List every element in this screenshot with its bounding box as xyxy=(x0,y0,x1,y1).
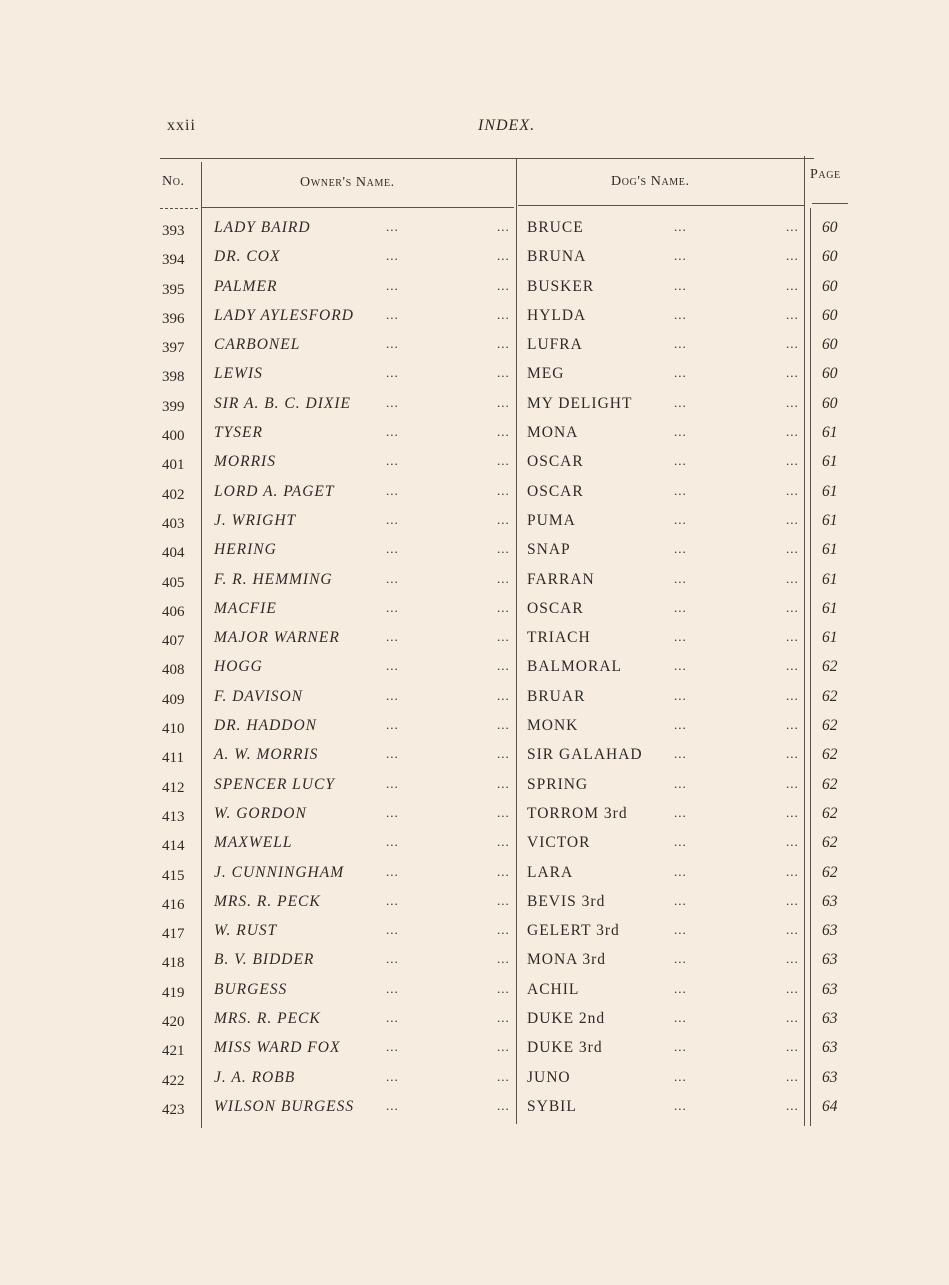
dog-leader-dots-end: ... xyxy=(786,482,799,498)
dog-name: OSCAR xyxy=(527,599,584,617)
dog-name: SIR GALAHAD xyxy=(527,746,643,764)
page-number: 61 xyxy=(822,541,838,559)
page-number: 60 xyxy=(822,248,838,266)
table-row xyxy=(0,918,949,947)
dog-leader-dots-end: ... xyxy=(786,892,799,908)
owner-name: DR. HADDON xyxy=(214,717,317,735)
owner-name: LEWIS xyxy=(214,365,263,383)
page-number: 60 xyxy=(822,394,838,412)
dog-leader-dots-end: ... xyxy=(786,306,799,322)
owner-leader-dots: ... xyxy=(386,424,399,440)
owner-leader-dots: ... xyxy=(386,482,399,498)
owner-leader-dots: ... xyxy=(386,306,399,322)
entry-number: 416 xyxy=(162,896,185,913)
page-number: 63 xyxy=(822,892,838,910)
entry-number: 422 xyxy=(162,1072,185,1089)
table-row xyxy=(0,801,949,830)
dog-leader-dots: ... xyxy=(674,717,687,733)
dog-name: HYLDA xyxy=(527,306,587,324)
owner-leader-dots-end: ... xyxy=(497,629,510,645)
owner-leader-dots: ... xyxy=(386,1068,399,1084)
dog-name: MEG xyxy=(527,365,565,383)
dog-name: FARRAN xyxy=(527,570,595,588)
dog-leader-dots-end: ... xyxy=(786,248,799,264)
entry-number: 410 xyxy=(162,721,185,738)
table-row xyxy=(0,303,949,332)
dog-leader-dots: ... xyxy=(674,599,687,615)
owner-leader-dots-end: ... xyxy=(497,1097,510,1113)
page-folio: xxii xyxy=(167,117,196,134)
dog-leader-dots-end: ... xyxy=(786,687,799,703)
entry-number: 412 xyxy=(162,779,185,796)
table-row xyxy=(0,508,949,537)
owner-name: F. DAVISON xyxy=(214,687,304,705)
table-row xyxy=(0,947,949,976)
dog-leader-dots-end: ... xyxy=(786,922,799,938)
page-number: 62 xyxy=(822,863,838,881)
page-number: 62 xyxy=(822,804,838,822)
dog-name: MONA xyxy=(527,424,579,442)
dog-name: JUNO xyxy=(527,1068,571,1086)
entry-number: 415 xyxy=(162,867,185,884)
owner-leader-dots-end: ... xyxy=(497,892,510,908)
page-number: 61 xyxy=(822,424,838,442)
dog-name: GELERT 3rd xyxy=(527,922,620,940)
dog-leader-dots: ... xyxy=(674,746,687,762)
dog-name: PUMA xyxy=(527,511,576,529)
table-row xyxy=(0,244,949,273)
dog-name: VICTOR xyxy=(527,834,591,852)
entry-number: 395 xyxy=(162,281,185,298)
page-number: 61 xyxy=(822,511,838,529)
owner-leader-dots: ... xyxy=(386,775,399,791)
dog-leader-dots-end: ... xyxy=(786,863,799,879)
owner-leader-dots-end: ... xyxy=(497,511,510,527)
entry-number: 421 xyxy=(162,1043,185,1060)
owner-name: SIR A. B. C. DIXIE xyxy=(214,394,351,412)
table-row xyxy=(0,1065,949,1094)
dog-leader-dots-end: ... xyxy=(786,1010,799,1026)
owner-leader-dots-end: ... xyxy=(497,277,510,293)
table-top-rule xyxy=(160,158,814,159)
page-header-rule xyxy=(812,203,848,204)
page-number: 63 xyxy=(822,951,838,969)
dog-leader-dots-end: ... xyxy=(786,365,799,381)
page-number: 62 xyxy=(822,746,838,764)
entry-number: 393 xyxy=(162,223,185,239)
page-number: 60 xyxy=(822,336,838,354)
dog-name: OSCAR xyxy=(527,453,584,471)
page-number: 62 xyxy=(822,658,838,676)
dog-name: MY DELIGHT xyxy=(527,394,633,412)
owner-leader-dots-end: ... xyxy=(497,570,510,586)
owner-leader-dots-end: ... xyxy=(497,453,510,469)
page-number: 64 xyxy=(822,1097,838,1115)
column-header-dog: Dog's Name. xyxy=(611,174,690,189)
owner-name: MISS WARD FOX xyxy=(214,1039,341,1057)
owner-leader-dots-end: ... xyxy=(497,248,510,264)
dog-leader-dots: ... xyxy=(674,834,687,850)
entry-number: 405 xyxy=(162,574,185,591)
page-number: 62 xyxy=(822,687,838,705)
no-header-rule xyxy=(160,208,198,209)
dog-leader-dots-end: ... xyxy=(786,336,799,352)
owner-leader-dots: ... xyxy=(386,541,399,557)
dog-name: MONA 3rd xyxy=(527,951,607,969)
owner-leader-dots: ... xyxy=(386,658,399,674)
dog-leader-dots-end: ... xyxy=(786,570,799,586)
dog-leader-dots-end: ... xyxy=(786,1039,799,1055)
dog-leader-dots: ... xyxy=(674,277,687,293)
owner-leader-dots: ... xyxy=(386,804,399,820)
table-row xyxy=(0,391,949,420)
dog-leader-dots: ... xyxy=(674,922,687,938)
dog-leader-dots: ... xyxy=(674,980,687,996)
dog-leader-dots: ... xyxy=(674,892,687,908)
owner-leader-dots: ... xyxy=(386,394,399,410)
owner-name: DR. COX xyxy=(214,248,281,266)
index-table-body xyxy=(0,215,949,1123)
dog-leader-dots-end: ... xyxy=(786,1068,799,1084)
page-number: 61 xyxy=(822,599,838,617)
table-row xyxy=(0,567,949,596)
table-row xyxy=(0,1035,949,1064)
dog-name: BRUAR xyxy=(527,687,586,705)
owner-name: MAJOR WARNER xyxy=(214,629,340,647)
owner-name: A. W. MORRIS xyxy=(214,746,319,764)
page-number: 61 xyxy=(822,629,838,647)
entry-number: 401 xyxy=(162,457,185,474)
dog-leader-dots-end: ... xyxy=(786,599,799,615)
owner-leader-dots: ... xyxy=(386,219,399,234)
owner-leader-dots: ... xyxy=(386,687,399,703)
dog-leader-dots-end: ... xyxy=(786,394,799,410)
dog-leader-dots: ... xyxy=(674,511,687,527)
table-row xyxy=(0,772,949,801)
owner-leader-dots-end: ... xyxy=(497,658,510,674)
page-number: 63 xyxy=(822,1068,838,1086)
dog-name: DUKE 3rd xyxy=(527,1039,603,1057)
dog-leader-dots: ... xyxy=(674,453,687,469)
dog-name: BRUNA xyxy=(527,248,587,266)
dog-leader-dots: ... xyxy=(674,775,687,791)
dog-name: SYBIL xyxy=(527,1097,577,1115)
entry-number: 423 xyxy=(162,1101,185,1118)
table-row xyxy=(0,742,949,771)
dog-name: SPRING xyxy=(527,775,589,793)
dog-name: BALMORAL xyxy=(527,658,622,676)
owner-leader-dots: ... xyxy=(386,1010,399,1026)
dog-leader-dots-end: ... xyxy=(786,511,799,527)
owner-leader-dots: ... xyxy=(386,863,399,879)
dog-name: OSCAR xyxy=(527,482,584,500)
dog-name: TRIACH xyxy=(527,629,591,647)
owner-leader-dots: ... xyxy=(386,1039,399,1055)
dog-header-rule xyxy=(518,205,804,206)
dog-leader-dots-end: ... xyxy=(786,804,799,820)
owner-leader-dots-end: ... xyxy=(497,482,510,498)
owner-leader-dots: ... xyxy=(386,599,399,615)
owner-leader-dots-end: ... xyxy=(497,306,510,322)
owner-name: HOGG xyxy=(214,658,263,676)
owner-name: MAXWELL xyxy=(214,834,293,852)
owner-leader-dots-end: ... xyxy=(497,1039,510,1055)
owner-leader-dots-end: ... xyxy=(497,980,510,996)
dog-leader-dots: ... xyxy=(674,1068,687,1084)
owner-leader-dots: ... xyxy=(386,277,399,293)
dog-leader-dots-end: ... xyxy=(786,717,799,733)
entry-number: 394 xyxy=(162,252,185,269)
dog-leader-dots-end: ... xyxy=(786,775,799,791)
entry-number: 397 xyxy=(162,340,185,357)
table-row xyxy=(0,977,949,1006)
dog-leader-dots-end: ... xyxy=(786,629,799,645)
table-row xyxy=(0,684,949,713)
owner-name: LADY BAIRD xyxy=(214,219,311,236)
dog-leader-dots: ... xyxy=(674,424,687,440)
owner-name: HERING xyxy=(214,541,277,559)
column-header-no: No. xyxy=(162,174,185,189)
dog-leader-dots: ... xyxy=(674,1039,687,1055)
table-row xyxy=(0,596,949,625)
entry-number: 398 xyxy=(162,369,185,386)
owner-name: MORRIS xyxy=(214,453,276,471)
dog-name: ACHIL xyxy=(527,980,580,998)
dog-leader-dots: ... xyxy=(674,570,687,586)
owner-leader-dots: ... xyxy=(386,717,399,733)
owner-name: WILSON BURGESS xyxy=(214,1097,355,1115)
table-row xyxy=(0,713,949,742)
dog-leader-dots-end: ... xyxy=(786,541,799,557)
owner-name: J. A. ROBB xyxy=(214,1068,296,1086)
owner-leader-dots: ... xyxy=(386,365,399,381)
owner-name: F. R. HEMMING xyxy=(214,570,333,588)
table-row xyxy=(0,860,949,889)
page-number: 60 xyxy=(822,277,838,295)
dog-name: BRUCE xyxy=(527,219,584,236)
owner-name: SPENCER LUCY xyxy=(214,775,335,793)
page-number: 63 xyxy=(822,922,838,940)
owner-header-rule xyxy=(202,207,514,208)
entry-number: 409 xyxy=(162,691,185,708)
dog-name: DUKE 2nd xyxy=(527,1010,606,1028)
entry-number: 404 xyxy=(162,545,185,562)
owner-leader-dots-end: ... xyxy=(497,394,510,410)
table-row xyxy=(0,537,949,566)
dog-leader-dots: ... xyxy=(674,482,687,498)
owner-leader-dots-end: ... xyxy=(497,804,510,820)
dog-name: MONK xyxy=(527,717,579,735)
owner-leader-dots: ... xyxy=(386,629,399,645)
dog-name: LARA xyxy=(527,863,574,881)
owner-leader-dots-end: ... xyxy=(497,336,510,352)
owner-leader-dots-end: ... xyxy=(497,922,510,938)
dog-leader-dots-end: ... xyxy=(786,658,799,674)
entry-number: 418 xyxy=(162,955,185,972)
owner-name: CARBONEL xyxy=(214,336,301,354)
dog-name: LUFRA xyxy=(527,336,583,354)
dog-leader-dots-end: ... xyxy=(786,746,799,762)
table-row xyxy=(0,1094,949,1123)
owner-leader-dots-end: ... xyxy=(497,599,510,615)
owner-leader-dots-end: ... xyxy=(497,717,510,733)
dog-name: BEVIS 3rd xyxy=(527,892,606,910)
dog-leader-dots: ... xyxy=(674,365,687,381)
owner-leader-dots: ... xyxy=(386,951,399,967)
owner-leader-dots-end: ... xyxy=(497,219,510,234)
owner-leader-dots-end: ... xyxy=(497,1010,510,1026)
entry-number: 399 xyxy=(162,398,185,415)
page-number: 60 xyxy=(822,219,838,236)
dog-leader-dots-end: ... xyxy=(786,424,799,440)
dog-leader-dots: ... xyxy=(674,248,687,264)
page-number: 62 xyxy=(822,834,838,852)
owner-leader-dots: ... xyxy=(386,570,399,586)
owner-leader-dots-end: ... xyxy=(497,687,510,703)
owner-name: J. WRIGHT xyxy=(214,511,297,529)
owner-name: B. V. BIDDER xyxy=(214,951,315,969)
dog-leader-dots: ... xyxy=(674,1010,687,1026)
owner-name: LORD A. PAGET xyxy=(214,482,335,500)
owner-name: MRS. R. PECK xyxy=(214,892,321,910)
page-number: 61 xyxy=(822,482,838,500)
entry-number: 417 xyxy=(162,926,185,943)
owner-leader-dots: ... xyxy=(386,1097,399,1113)
page-number: 62 xyxy=(822,775,838,793)
entry-number: 411 xyxy=(162,750,184,767)
dog-leader-dots: ... xyxy=(674,394,687,410)
dog-leader-dots-end: ... xyxy=(786,834,799,850)
page-title: INDEX. xyxy=(478,117,536,134)
dog-leader-dots: ... xyxy=(674,863,687,879)
owner-leader-dots-end: ... xyxy=(497,746,510,762)
entry-number: 419 xyxy=(162,984,185,1001)
dog-leader-dots: ... xyxy=(674,541,687,557)
page-number: 62 xyxy=(822,717,838,735)
dog-leader-dots: ... xyxy=(674,219,687,234)
owner-name: LADY AYLESFORD xyxy=(214,306,354,324)
owner-leader-dots: ... xyxy=(386,980,399,996)
entry-number: 414 xyxy=(162,838,185,855)
entry-number: 407 xyxy=(162,633,185,650)
owner-name: MACFIE xyxy=(214,599,277,617)
table-row xyxy=(0,479,949,508)
dog-leader-dots-end: ... xyxy=(786,453,799,469)
owner-name: J. CUNNINGHAM xyxy=(214,863,345,881)
owner-name: BURGESS xyxy=(214,980,288,998)
table-row xyxy=(0,332,949,361)
dog-leader-dots: ... xyxy=(674,629,687,645)
owner-name: W. GORDON xyxy=(214,804,307,822)
dog-leader-dots: ... xyxy=(674,1097,687,1113)
owner-leader-dots-end: ... xyxy=(497,424,510,440)
owner-leader-dots: ... xyxy=(386,453,399,469)
owner-leader-dots: ... xyxy=(386,511,399,527)
owner-leader-dots-end: ... xyxy=(497,834,510,850)
dog-leader-dots: ... xyxy=(674,804,687,820)
owner-leader-dots: ... xyxy=(386,922,399,938)
page-number: 63 xyxy=(822,1010,838,1028)
table-row xyxy=(0,625,949,654)
owner-name: PALMER xyxy=(214,277,278,295)
page-number: 61 xyxy=(822,453,838,471)
entry-number: 413 xyxy=(162,808,185,825)
table-row xyxy=(0,361,949,390)
dog-leader-dots: ... xyxy=(674,336,687,352)
entry-number: 406 xyxy=(162,603,185,620)
dog-leader-dots: ... xyxy=(674,306,687,322)
owner-leader-dots-end: ... xyxy=(497,1068,510,1084)
page-number: 60 xyxy=(822,306,838,324)
owner-leader-dots: ... xyxy=(386,336,399,352)
dog-leader-dots-end: ... xyxy=(786,277,799,293)
owner-name: TYSER xyxy=(214,424,263,442)
column-header-page: Page xyxy=(810,167,841,182)
table-row xyxy=(0,654,949,683)
dog-name: BUSKER xyxy=(527,277,595,295)
entry-number: 403 xyxy=(162,515,185,532)
page-number: 63 xyxy=(822,980,838,998)
owner-name: MRS. R. PECK xyxy=(214,1010,321,1028)
owner-leader-dots-end: ... xyxy=(497,951,510,967)
owner-leader-dots-end: ... xyxy=(497,863,510,879)
dog-leader-dots-end: ... xyxy=(786,980,799,996)
owner-leader-dots-end: ... xyxy=(497,775,510,791)
entry-number: 396 xyxy=(162,310,185,327)
table-row xyxy=(0,215,949,244)
dog-leader-dots-end: ... xyxy=(786,219,799,234)
page-number: 61 xyxy=(822,570,838,588)
owner-leader-dots: ... xyxy=(386,834,399,850)
entry-number: 420 xyxy=(162,1014,185,1031)
dog-leader-dots: ... xyxy=(674,951,687,967)
owner-name: W. RUST xyxy=(214,922,278,940)
entry-number: 408 xyxy=(162,662,185,679)
owner-leader-dots-end: ... xyxy=(497,365,510,381)
owner-leader-dots-end: ... xyxy=(497,541,510,557)
table-row xyxy=(0,830,949,859)
table-row xyxy=(0,449,949,478)
dog-leader-dots-end: ... xyxy=(786,951,799,967)
table-row xyxy=(0,274,949,303)
owner-leader-dots: ... xyxy=(386,248,399,264)
table-row xyxy=(0,889,949,918)
owner-leader-dots: ... xyxy=(386,892,399,908)
column-header-owner: Owner's Name. xyxy=(300,175,395,190)
dog-leader-dots: ... xyxy=(674,687,687,703)
table-row xyxy=(0,1006,949,1035)
entry-number: 400 xyxy=(162,428,185,445)
dog-name: TORROM 3rd xyxy=(527,804,628,822)
page-number: 60 xyxy=(822,365,838,383)
page-number: 63 xyxy=(822,1039,838,1057)
entry-number: 402 xyxy=(162,486,185,503)
owner-leader-dots: ... xyxy=(386,746,399,762)
dog-name: SNAP xyxy=(527,541,571,559)
dog-leader-dots: ... xyxy=(674,658,687,674)
table-row xyxy=(0,420,949,449)
dog-leader-dots-end: ... xyxy=(786,1097,799,1113)
